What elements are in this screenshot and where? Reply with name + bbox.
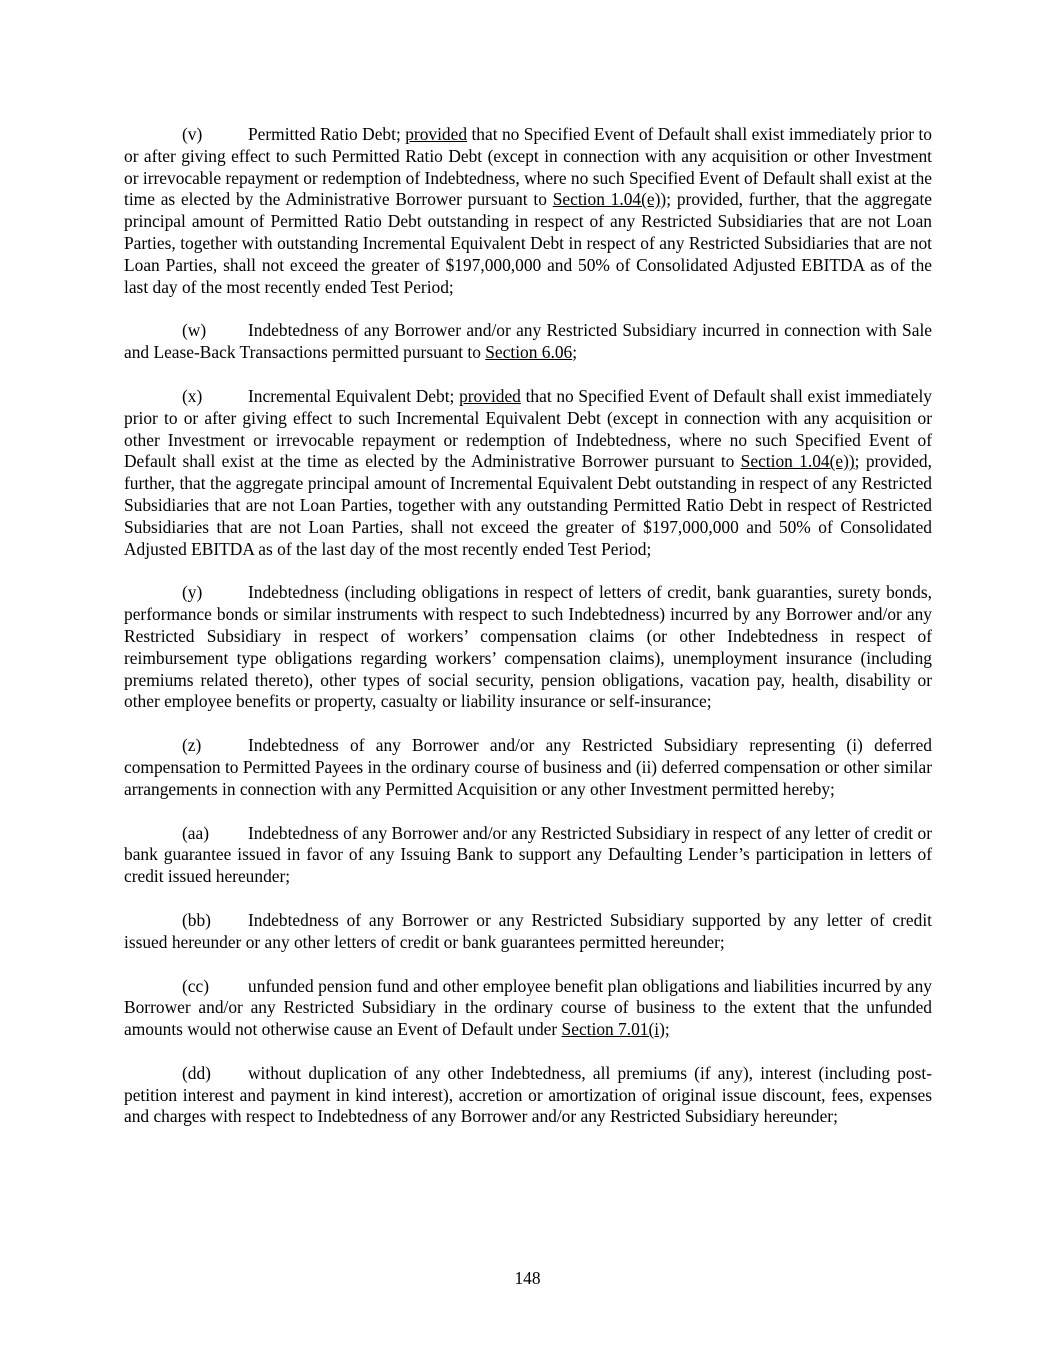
clause-paragraph [124,910,932,954]
clause-label: (aa) [182,822,210,843]
clause-label: (x) [182,385,203,406]
clause-paragraph [124,124,932,298]
clause-text: ); provided, further, that the aggregate principal amount of Permitted Ratio Debt outstanding in respect of any Restricted Subsidiaries that are not Loan Parties, together with outstanding Incremental Equivalent Debt in respect of any Restricted Subsidiaries that are not Loan Parties, shall not exceed the greater of $197,000,000 and 50% of Consolidated Adjusted EBITDA as of the last day of the most recently ended Test Period; [124,189,932,297]
clause-text: unfunded pension fund and other employee benefit plan obligations and liabilities incurred by any Borrower and/or any Restricted Subsidiary in the ordinary course of business to the extent that the unfunded amounts would not otherwise cause an Event of Default under [124,975,932,1040]
cross-reference: Section 6.06 [485,342,573,363]
page-number: 148 [514,1268,541,1288]
clause-text: Indebtedness of any Borrower and/or any Restricted Subsidiary incurred in connection with Sale and Lease-Back Transactions permitted pursuant to [124,320,932,363]
clause-text: Indebtedness (including obligations in respect of letters of credit, bank guaranties, surety bonds, performance bonds or similar instruments with respect to such Indebtedness) incurred by any Borrower and/or any Restricted Subsidiary in respect of workers’ compensation claims (or other Indebtedness in respect of reimbursement type obligations regarding workers’ compensation claims), unemployment insurance (including premiums related thereto), other types of social security, pension obligations, vacation pay, health, disability or other employee benefits or property, casualty or liability insurance or self-insurance; [124,582,932,712]
clause-text: ; [572,342,578,363]
document-page [124,124,932,1150]
clause-paragraph [124,386,932,560]
clause-paragraph [124,976,932,1041]
clause-label: (y) [182,582,203,603]
clause-text: Permitted Ratio Debt; [248,124,406,144]
clause-label: (dd) [182,1062,211,1083]
clause-text: without duplication of any other Indebtedness, all premiums (if any), interest (including post-petition interest and payment in kind interest), accretion or amortization of original issue discount, fees, expenses and charges with respect to Indebtedness of any Borrower and/or any Restricted Subsidiary hereunder; [124,1062,932,1127]
clause-paragraph [124,735,932,800]
cross-reference: provided [459,385,521,406]
cross-reference: Section 1.04(e) [552,189,661,210]
clause-text: Indebtedness of any Borrower or any Restricted Subsidiary supported by any letter of credit issued hereunder or any other letters of credit or bank guarantees permitted hereunder; [124,909,932,952]
clause-paragraph [124,823,932,888]
clause-text: Incremental Equivalent Debt; [248,385,460,406]
cross-reference: Section 7.01(i); [561,1019,670,1040]
clause-text: Indebtedness of any Borrower and/or any Restricted Subsidiary representing (i) deferred compensation to Permitted Payees in the ordinary course of business and (ii) deferred compensation or other similar arrangements in connection with any Permitted Acquisition or any other Investment permitted hereby; [124,735,932,799]
clause-text: ; provided, further, that the aggregate principal amount of Incremental Equivalent Debt outstanding in respect of any Restricted Subsidiaries that are not Loan Parties, together with any outstanding Permitted Ratio Debt in respect of Restricted Subsidiaries that are not Loan Parties, shall not exceed the greater of $197,000,000 and 50% of Consolidated Adjusted EBITDA as of the last day of the most recently ended Test Period; [124,451,932,559]
clause-label: (w) [182,320,207,341]
clause-paragraph [124,320,932,364]
clause-paragraph [124,582,932,713]
clause-text: that no Specified Event of Default shall exist immediately prior to or after giving effect to such Incremental Equivalent Debt (except in connection with any acquisition or other Investment or irrevocable repayment or redemption of Indebtedness, where no such Specified Event of Default shall exist at the time as elected by the Administrative Borrower pursuant to [124,385,932,472]
clause-label: (z) [182,735,202,756]
clause-text: that no Specified Event of Default shall exist immediately prior to or after giving effect to such Permitted Ratio Debt (except in connection with any acquisition or other Investment or irrevocable repayment or redemption of Indebtedness, where no such Specified Event of Default shall exist at the time as elected by the Administrative Borrower pursuant to [124,124,932,210]
clause-label: (cc) [182,975,210,996]
cross-reference: provided [405,124,468,144]
cross-reference: Section 1.04(e)) [740,451,855,472]
clause-label: (v) [182,124,203,144]
clause-label: (bb) [182,909,211,930]
clause-list [124,124,932,1128]
clause-paragraph [124,1063,932,1128]
clause-text: Indebtedness of any Borrower and/or any Restricted Subsidiary in respect of any letter of credit or bank guarantee issued in favor of any Issuing Bank to support any Defaulting Lender’s participation in letters of credit issued hereunder; [124,822,932,887]
